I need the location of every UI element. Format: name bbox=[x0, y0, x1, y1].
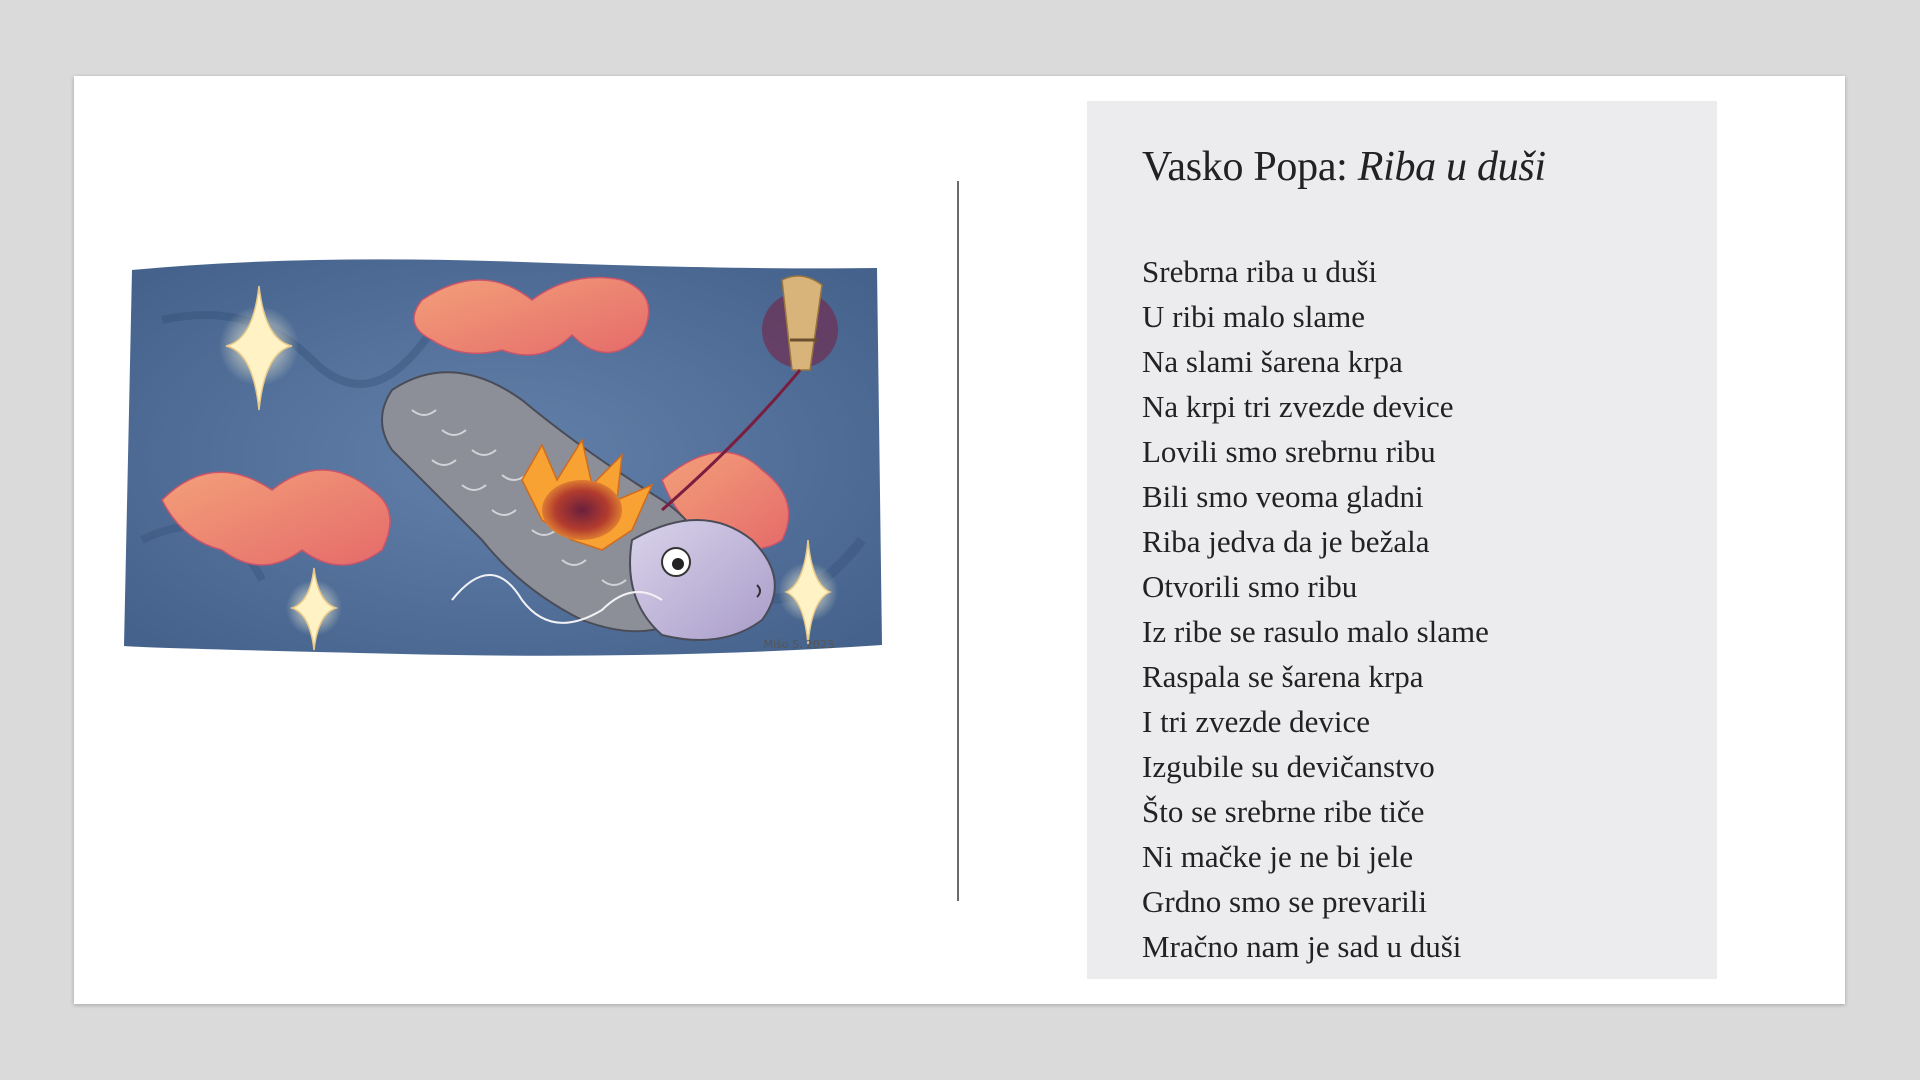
poem-line: Izgubile su devičanstvo bbox=[1142, 749, 1435, 784]
poem-line: Na slami šarena krpa bbox=[1142, 344, 1403, 379]
vertical-divider bbox=[957, 181, 959, 901]
poem-line: Lovili smo srebrnu ribu bbox=[1142, 434, 1436, 469]
poem-lines bbox=[1142, 249, 1489, 969]
poem-line: Raspala se šarena krpa bbox=[1142, 659, 1424, 694]
poem-line: Riba jedva da je bežala bbox=[1142, 524, 1430, 559]
poem-line: Na krpi tri zvezde device bbox=[1142, 389, 1454, 424]
poem-line: Mračno nam je sad u duši bbox=[1142, 929, 1462, 964]
poem-title bbox=[1142, 143, 1546, 191]
poem-author: Vasko Popa: bbox=[1142, 144, 1348, 190]
poem-line: U ribi malo slame bbox=[1142, 299, 1365, 334]
poem-panel bbox=[1087, 101, 1717, 979]
page-card bbox=[74, 76, 1845, 1004]
poem-line: I tri zvezde device bbox=[1142, 704, 1371, 739]
poem-line: Što se srebrne ribe tiče bbox=[1142, 794, 1425, 829]
poem-line: Grdno smo se prevarili bbox=[1142, 884, 1427, 919]
poem-line: Ni mačke je ne bi jele bbox=[1142, 839, 1414, 874]
poem-line: Srebrna riba u duši bbox=[1142, 254, 1378, 289]
poem-line: Otvorili smo ribu bbox=[1142, 569, 1358, 604]
fish-illustration bbox=[102, 240, 900, 678]
poem-line: Bili smo veoma gladni bbox=[1142, 479, 1424, 514]
artist-signature: Mišo S. 2023 bbox=[763, 638, 834, 651]
poem-title-text: Riba u duši bbox=[1357, 144, 1546, 190]
poem-line: Iz ribe se rasulo malo slame bbox=[1142, 614, 1489, 649]
